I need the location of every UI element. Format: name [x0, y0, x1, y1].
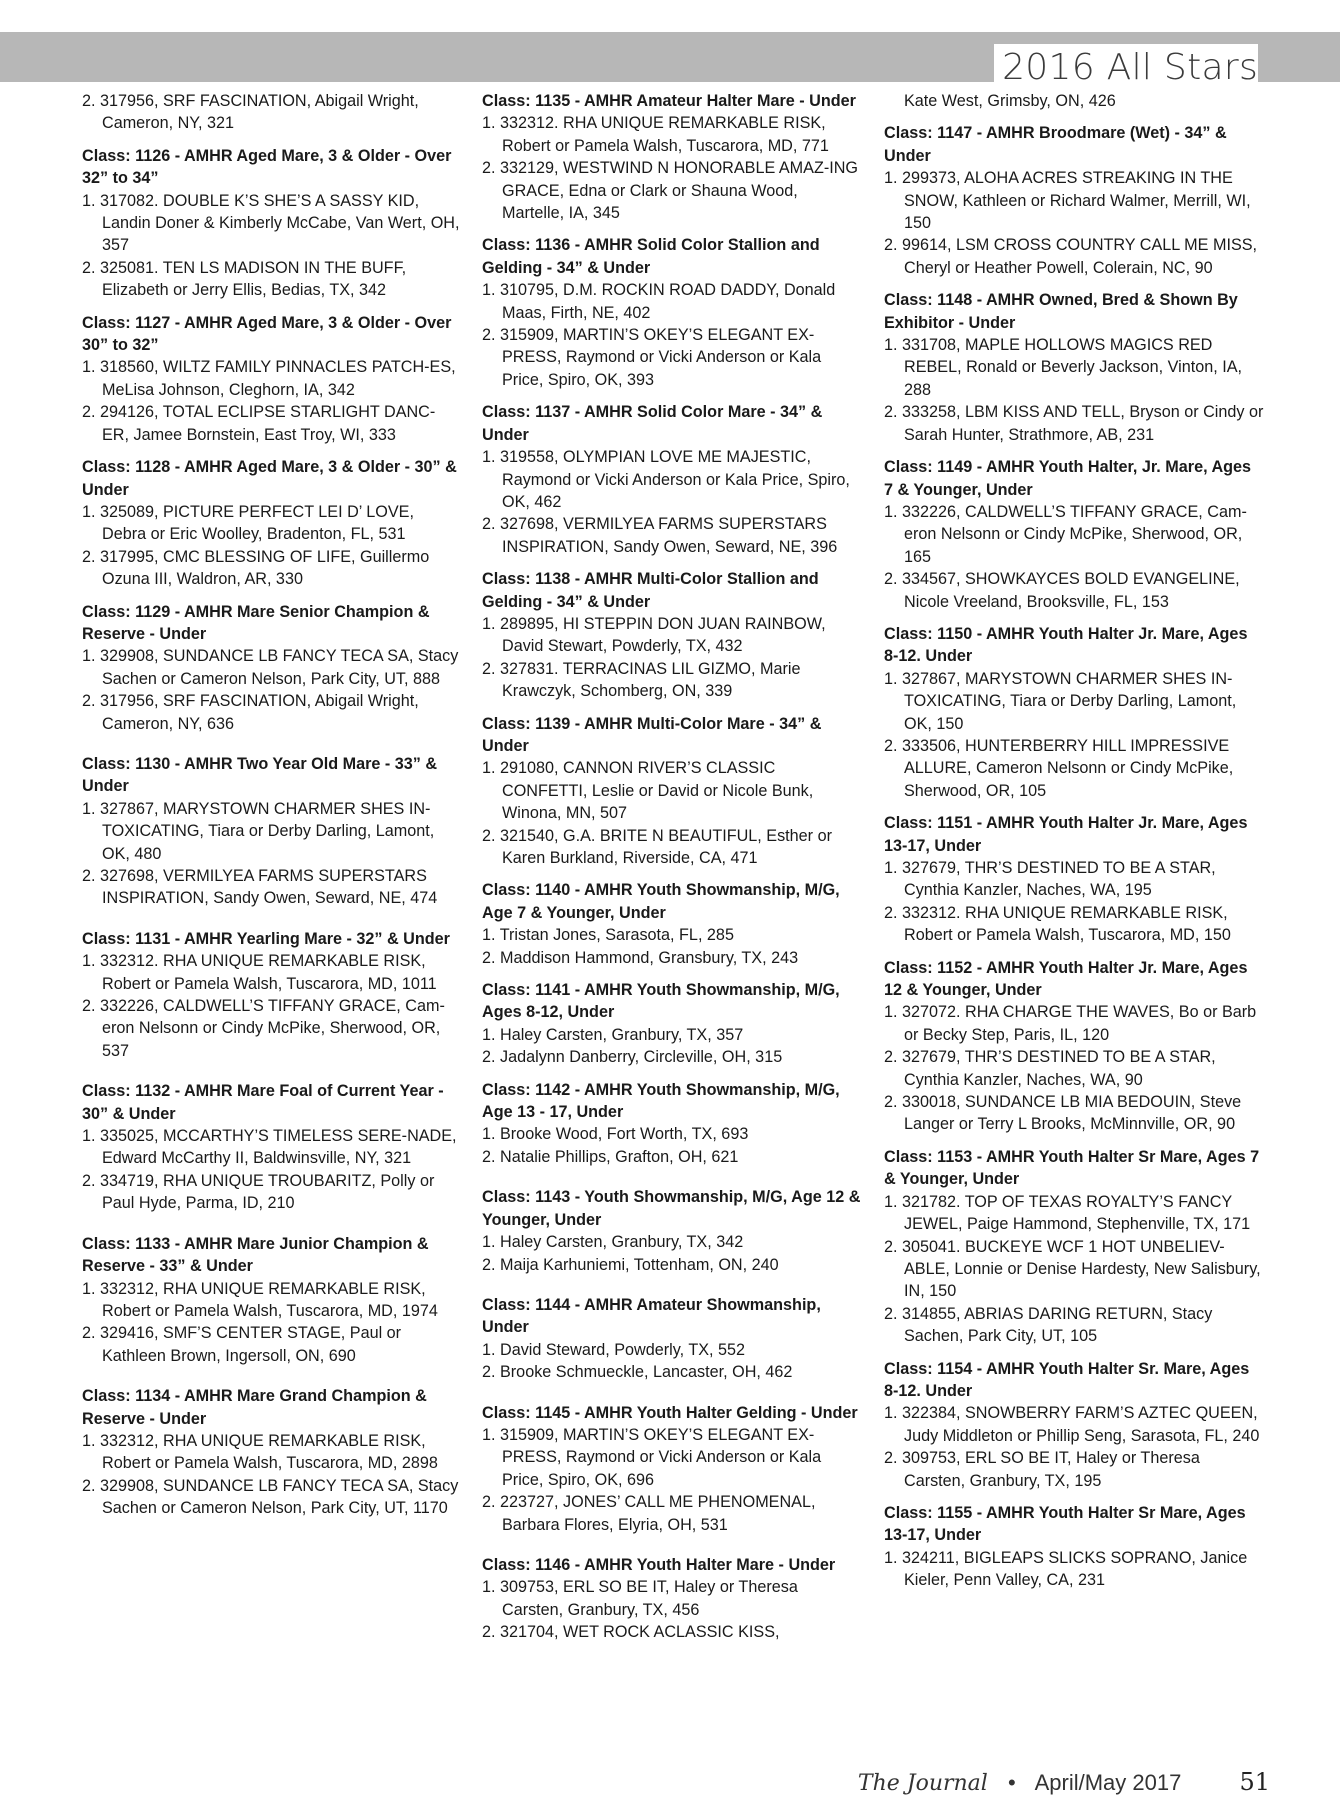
results-column-1 — [82, 90, 462, 1530]
class-result-block — [884, 456, 1264, 613]
placing-entry: 2. Maija Karhuniemi, Tottenham, ON, 240 — [482, 1255, 779, 1274]
class-result-block — [884, 289, 1264, 446]
placing-entry: 2. Jadalynn Danberry, Circleville, OH, 315 — [482, 1048, 783, 1067]
section-title: 2016 All Stars — [994, 44, 1258, 92]
class-result-block — [482, 1294, 862, 1384]
class-title: Class: 1137 - AMHR Solid Color Mare - 34” & Under — [482, 403, 823, 444]
class-title: Class: 1133 - AMHR Mare Junior Champion & Reserve - 33” & Under — [82, 1234, 429, 1276]
placing-entry: 2. 321704, WET ROCK ACLASSIC KISS, — [482, 1623, 780, 1642]
placing-entry: 2. 309753, ERL SO BE IT, Haley or Theresa Carsten, Granbury, TX, 195 — [884, 1449, 1200, 1490]
placing-entry: 2. 333258, LBM KISS AND TELL, Bryson or Cindy or Sarah Hunter, Strathmore, AB, 231 — [884, 403, 1264, 444]
placing-entry: 2. 314855, ABRIAS DARING RETURN, Stacy Sachen, Park City, UT, 105 — [884, 1304, 1213, 1346]
placing-entry: 1. 332312, RHA UNIQUE REMARKABLE RISK, Robert or Pamela Walsh, Tuscarora, MD, 1974 — [82, 1279, 438, 1320]
placing-entry: 2. 321540, G.A. BRITE N BEAUTIFUL, Esther or Karen Burkland, Riverside, CA, 471 — [482, 826, 832, 867]
class-result-block — [884, 623, 1264, 802]
class-result-block — [82, 601, 462, 735]
placing-entry: 1. David Steward, Powderly, TX, 552 — [482, 1340, 746, 1359]
class-result-block — [482, 568, 862, 702]
continued-line: Kate West, Grimsby, ON, 426 — [904, 92, 1116, 110]
placing-entry: 1. 310795, D.M. ROCKIN ROAD DADDY, Donald Maas, Firth, NE, 402 — [482, 281, 836, 322]
placing-entry: 1. Brooke Wood, Fort Worth, TX, 693 — [482, 1125, 749, 1144]
placing-entry: 2. 305041. BUCKEYE WCF 1 HOT UNBELIEV-ABLE, Lonnie or Denise Hardesty, New Salisbury, IN, 150 — [884, 1237, 1261, 1301]
placing-entry: 1. Haley Carsten, Granbury, TX, 357 — [482, 1025, 744, 1044]
class-title: Class: 1126 - AMHR Aged Mare, 3 & Older - Over 32” to 34” — [82, 146, 452, 188]
placing-entry: 1. 299373, ALOHA ACRES STREAKING IN THE SNOW, Kathleen or Richard Walmer, Merrill, WI, 150 — [884, 169, 1251, 233]
class-title: Class: 1131 - AMHR Yearling Mare - 32” & Under — [82, 929, 450, 948]
class-title: Class: 1153 - AMHR Youth Halter Sr Mare, Ages 7 & Younger, Under — [884, 1147, 1260, 1189]
placing-entry: 2. 327831. TERRACINAS LIL GIZMO, Marie Krawczyk, Schomberg, ON, 339 — [482, 659, 801, 701]
placing-entry: 2. 294126, TOTAL ECLIPSE STARLIGHT DANC-ER, Jamee Bornstein, East Troy, WI, 333 — [82, 403, 436, 444]
page-footer — [858, 1768, 1270, 1796]
placing-entry: 2. 223727, JONES’ CALL ME PHENOMENAL, Barbara Flores, Elyria, OH, 531 — [482, 1493, 816, 1534]
class-result-block — [884, 1502, 1264, 1592]
placing-entry: 1. 309753, ERL SO BE IT, Haley or Theresa Carsten, Granbury, TX, 456 — [482, 1578, 798, 1619]
placing-entry: 1. 332312. RHA UNIQUE REMARKABLE RISK, Robert or Pamela Walsh, Tuscarora, MD, 1011 — [82, 952, 437, 993]
class-result-block — [82, 1080, 462, 1214]
placing-entry: 1. 327867, MARYSTOWN CHARMER SHES IN-TOXICATING, Tiara or Derby Darling, Lamont, OK, 150 — [884, 669, 1237, 733]
placing-entry: 2. 333506, HUNTERBERRY HILL IMPRESSIVE ALLURE, Cameron Nelsonn or Cindy McPike, Sherwood, OR, 105 — [884, 736, 1234, 800]
class-result-block — [82, 145, 462, 302]
class-result-block — [482, 401, 862, 558]
class-title: Class: 1142 - AMHR Youth Showmanship, M/G, Age 13 - 17, Under — [482, 1080, 840, 1122]
placing-entry: 1. 317082. DOUBLE K’S SHE’S A SASSY KID, Landin Doner & Kimberly McCabe, Van Wert, OH, 357 — [82, 191, 460, 255]
class-title: Class: 1145 - AMHR Youth Halter Gelding - Under — [482, 1403, 858, 1422]
class-title: Class: 1154 - AMHR Youth Halter Sr. Mare, Ages 8-12. Under — [884, 1359, 1250, 1400]
class-title: Class: 1127 - AMHR Aged Mare, 3 & Older - Over 30” to 32” — [82, 313, 452, 355]
placing-entry: 1. 327679, THR’S DESTINED TO BE A STAR, Cynthia Kanzler, Naches, WA, 195 — [884, 859, 1216, 900]
class-title: Class: 1146 - AMHR Youth Halter Mare - Under — [482, 1555, 836, 1574]
class-result-block — [884, 122, 1264, 279]
placing-entry: 2. 332226, CALDWELL’S TIFFANY GRACE, Cam-eron Nelsonn or Cindy McPike, Sherwood, OR, 537 — [82, 997, 445, 1060]
placing-entry: 2. 332312. RHA UNIQUE REMARKABLE RISK, Robert or Pamela Walsh, Tuscarora, MD, 150 — [884, 903, 1231, 945]
placing-entry: 2. 99614, LSM CROSS COUNTRY CALL ME MISS, Cheryl or Heather Powell, Colerain, NC, 90 — [884, 236, 1258, 277]
placing-entry: 2. 327679, THR’S DESTINED TO BE A STAR, Cynthia Kanzler, Naches, WA, 90 — [884, 1048, 1216, 1089]
results-column-3 — [884, 90, 1264, 1602]
class-title: Class: 1155 - AMHR Youth Halter Sr Mare, Ages 13-17, Under — [884, 1503, 1246, 1545]
placing-entry: 2. 334719, RHA UNIQUE TROUBARITZ, Polly or Paul Hyde, Parma, ID, 210 — [82, 1171, 435, 1213]
class-result-block — [82, 1385, 462, 1519]
class-title: Class: 1144 - AMHR Amateur Showmanship, Under — [482, 1295, 821, 1337]
placing-entry: 2. 329416, SMF’S CENTER STAGE, Paul or Kathleen Brown, Ingersoll, ON, 690 — [82, 1324, 402, 1365]
placing-entry: 1. 329908, SUNDANCE LB FANCY TECA SA, Stacy Sachen or Cameron Nelson, Park City, UT, 888 — [82, 647, 459, 688]
class-result-block — [482, 1079, 862, 1169]
placing-entry: 1. 327072. RHA CHARGE THE WAVES, Bo or Barb or Becky Step, Paris, IL, 120 — [884, 1003, 1257, 1044]
placing-entry: 2. 327698, VERMILYEA FARMS SUPERSTARS INSPIRATION, Sandy Owen, Seward, NE, 396 — [482, 515, 838, 556]
placing-entry: 2. 317995, CMC BLESSING OF LIFE, Guillermo Ozuna III, Waldron, AR, 330 — [82, 547, 430, 589]
class-title: Class: 1129 - AMHR Mare Senior Champion & Reserve - Under — [82, 602, 430, 643]
class-title: Class: 1141 - AMHR Youth Showmanship, M/G, Ages 8-12, Under — [482, 981, 840, 1022]
placing-entry: 1. 315909, MARTIN’S OKEY’S ELEGANT EX-PRESS, Raymond or Vicki Anderson or Kala Price, Spiro, OK, 696 — [482, 1425, 822, 1489]
class-title: Class: 1139 - AMHR Multi-Color Mare - 34” & Under — [482, 714, 822, 755]
placing-entry: 1. Tristan Jones, Sarasota, FL, 285 — [482, 926, 734, 945]
class-title: Class: 1152 - AMHR Youth Halter Jr. Mare, Ages 12 & Younger, Under — [884, 958, 1248, 1000]
class-result-block — [82, 928, 462, 1062]
continued-line: 2. 317956, SRF FASCINATION, Abigail Wright, — [82, 92, 419, 110]
placing-entry: 2. Maddison Hammond, Gransbury, TX, 243 — [482, 948, 799, 967]
class-result-block — [482, 879, 862, 969]
placing-entry: 1. 324211, BIGLEAPS SLICKS SOPRANO, Janice Kieler, Penn Valley, CA, 231 — [884, 1548, 1248, 1590]
class-title: Class: 1151 - AMHR Youth Halter Jr. Mare, Ages 13-17, Under — [884, 814, 1248, 855]
class-result-block — [884, 1146, 1264, 1348]
placing-entry: 2. 332129, WESTWIND N HONORABLE AMAZ-ING GRACE, Edna or Clark or Shauna Wood, Martelle, IA, 345 — [482, 159, 858, 223]
placing-entry: 2. 329908, SUNDANCE LB FANCY TECA SA, Stacy Sachen or Cameron Nelson, Park City, UT, 1170 — [82, 1476, 459, 1518]
placing-entry: 1. 321782. TOP OF TEXAS ROYALTY’S FANCY JEWEL, Paige Hammond, Stephenville, TX, 171 — [884, 1192, 1251, 1234]
class-result-block — [482, 979, 862, 1069]
class-result-block — [482, 1402, 862, 1536]
class-result-block — [82, 312, 462, 446]
class-result-block — [482, 234, 862, 391]
issue-date: April/May 2017 — [1034, 1770, 1182, 1795]
placing-entry: 1. 325089, PICTURE PERFECT LEI D’ LOVE, Debra or Eric Woolley, Bradenton, FL, 531 — [82, 502, 414, 544]
class-result-block — [82, 753, 462, 910]
placing-entry: 1. 318560, WILTZ FAMILY PINNACLES PATCH-ES, MeLisa Johnson, Cleghorn, IA, 342 — [82, 358, 456, 399]
class-title: Class: 1134 - AMHR Mare Grand Champion & Reserve - Under — [82, 1387, 427, 1428]
placing-entry: 2. Brooke Schmueckle, Lancaster, OH, 462 — [482, 1363, 793, 1382]
placing-entry: 1. 289895, HI STEPPIN DON JUAN RAINBOW, David Stewart, Powderly, TX, 432 — [482, 614, 826, 656]
placing-entry: 1. 291080, CANNON RIVER’S CLASSIC CONFETTI, Leslie or David or Nicole Bunk, Winona, MN, 507 — [482, 759, 814, 823]
class-title: Class: 1136 - AMHR Solid Color Stallion and Gelding - 34” & Under — [482, 236, 820, 277]
class-title: Class: 1149 - AMHR Youth Halter, Jr. Mare, Ages 7 & Younger, Under — [884, 458, 1252, 499]
placing-entry: 2. Natalie Phillips, Grafton, OH, 621 — [482, 1147, 739, 1166]
class-title: Class: 1130 - AMHR Two Year Old Mare - 33” & Under — [82, 754, 438, 796]
continued-entry — [82, 90, 462, 135]
placing-entry: 2. 334567, SHOWKAYCES BOLD EVANGELINE, Nicole Vreeland, Brooksville, FL, 153 — [884, 570, 1240, 611]
placing-entry: 1. 322384, SNOWBERRY FARM’S AZTEC QUEEN, Judy Middleton or Phillip Seng, Sarasota, FL, 240 — [884, 1404, 1260, 1445]
class-result-block — [82, 456, 462, 590]
class-result-block — [884, 957, 1264, 1136]
class-result-block — [482, 713, 862, 870]
placing-entry: 1. 332226, CALDWELL’S TIFFANY GRACE, Cam-eron Nelsonn or Cindy McPike, Sherwood, OR, 165 — [884, 502, 1247, 566]
class-title: Class: 1150 - AMHR Youth Halter Jr. Mare, Ages 8-12. Under — [884, 624, 1248, 666]
continued-line: Cameron, NY, 321 — [102, 114, 234, 133]
class-result-block — [482, 1554, 862, 1644]
placing-entry: 2. 317956, SRF FASCINATION, Abigail Wright, Cameron, NY, 636 — [82, 692, 419, 733]
class-result-block — [482, 90, 862, 224]
class-result-block — [884, 1358, 1264, 1492]
class-title: Class: 1148 - AMHR Owned, Bred & Shown By Exhibitor - Under — [884, 291, 1238, 332]
placing-entry: 2. 330018, SUNDANCE LB MIA BEDOUIN, Steve Langer or Terry L Brooks, McMinnville, OR, 90 — [884, 1093, 1242, 1134]
class-title: Class: 1143 - Youth Showmanship, M/G, Age 12 & Younger, Under — [482, 1188, 861, 1229]
class-title: Class: 1138 - AMHR Multi-Color Stallion and Gelding - 34” & Under — [482, 570, 819, 611]
class-title: Class: 1140 - AMHR Youth Showmanship, M/G, Age 7 & Younger, Under — [482, 881, 840, 922]
placing-entry: 1. 335025, MCCARTHY’S TIMELESS SERE-NADE, Edward McCarthy II, Baldwinsville, NY, 321 — [82, 1127, 457, 1168]
class-result-block — [82, 1233, 462, 1367]
class-title: Class: 1128 - AMHR Aged Mare, 3 & Older - 30” & Under — [82, 458, 457, 499]
results-column-2 — [482, 90, 862, 1654]
class-result-block — [482, 1186, 862, 1276]
footer-separator: • — [1007, 1770, 1016, 1795]
page-number: 51 — [1239, 1768, 1270, 1796]
class-result-block — [884, 812, 1264, 946]
placing-entry: 1. 332312, RHA UNIQUE REMARKABLE RISK, Robert or Pamela Walsh, Tuscarora, MD, 2898 — [82, 1431, 438, 1473]
placing-entry: 2. 325081. TEN LS MADISON IN THE BUFF, Elizabeth or Jerry Ellis, Bedias, TX, 342 — [82, 258, 407, 300]
placing-entry: 1. 319558, OLYMPIAN LOVE ME MAJESTIC, Raymond or Vicki Anderson or Kala Price, Spiro, OK, 462 — [482, 448, 850, 511]
placing-entry: 1. 331708, MAPLE HOLLOWS MAGICS RED REBEL, Ronald or Beverly Jackson, Vinton, IA, 288 — [884, 336, 1243, 399]
continued-entry — [884, 90, 1264, 112]
class-title: Class: 1132 - AMHR Mare Foal of Current Year - 30” & Under — [82, 1082, 444, 1123]
placing-entry: 1. Haley Carsten, Granbury, TX, 342 — [482, 1233, 744, 1252]
placing-entry: 1. 332312. RHA UNIQUE REMARKABLE RISK, Robert or Pamela Walsh, Tuscarora, MD, 771 — [482, 114, 829, 155]
placing-entry: 2. 315909, MARTIN’S OKEY’S ELEGANT EX-PRESS, Raymond or Vicki Anderson or Kala Price, Spiro, OK, 393 — [482, 326, 822, 389]
journal-name: The Journal — [857, 1771, 988, 1796]
class-title: Class: 1147 - AMHR Broodmare (Wet) - 34” & Under — [884, 124, 1227, 165]
placing-entry: 2. 327698, VERMILYEA FARMS SUPERSTARS INSPIRATION, Sandy Owen, Seward, NE, 474 — [82, 867, 438, 908]
placing-entry: 1. 327867, MARYSTOWN CHARMER SHES IN-TOXICATING, Tiara or Derby Darling, Lamont, OK, 480 — [82, 799, 435, 863]
class-title: Class: 1135 - AMHR Amateur Halter Mare - Under — [482, 92, 856, 110]
